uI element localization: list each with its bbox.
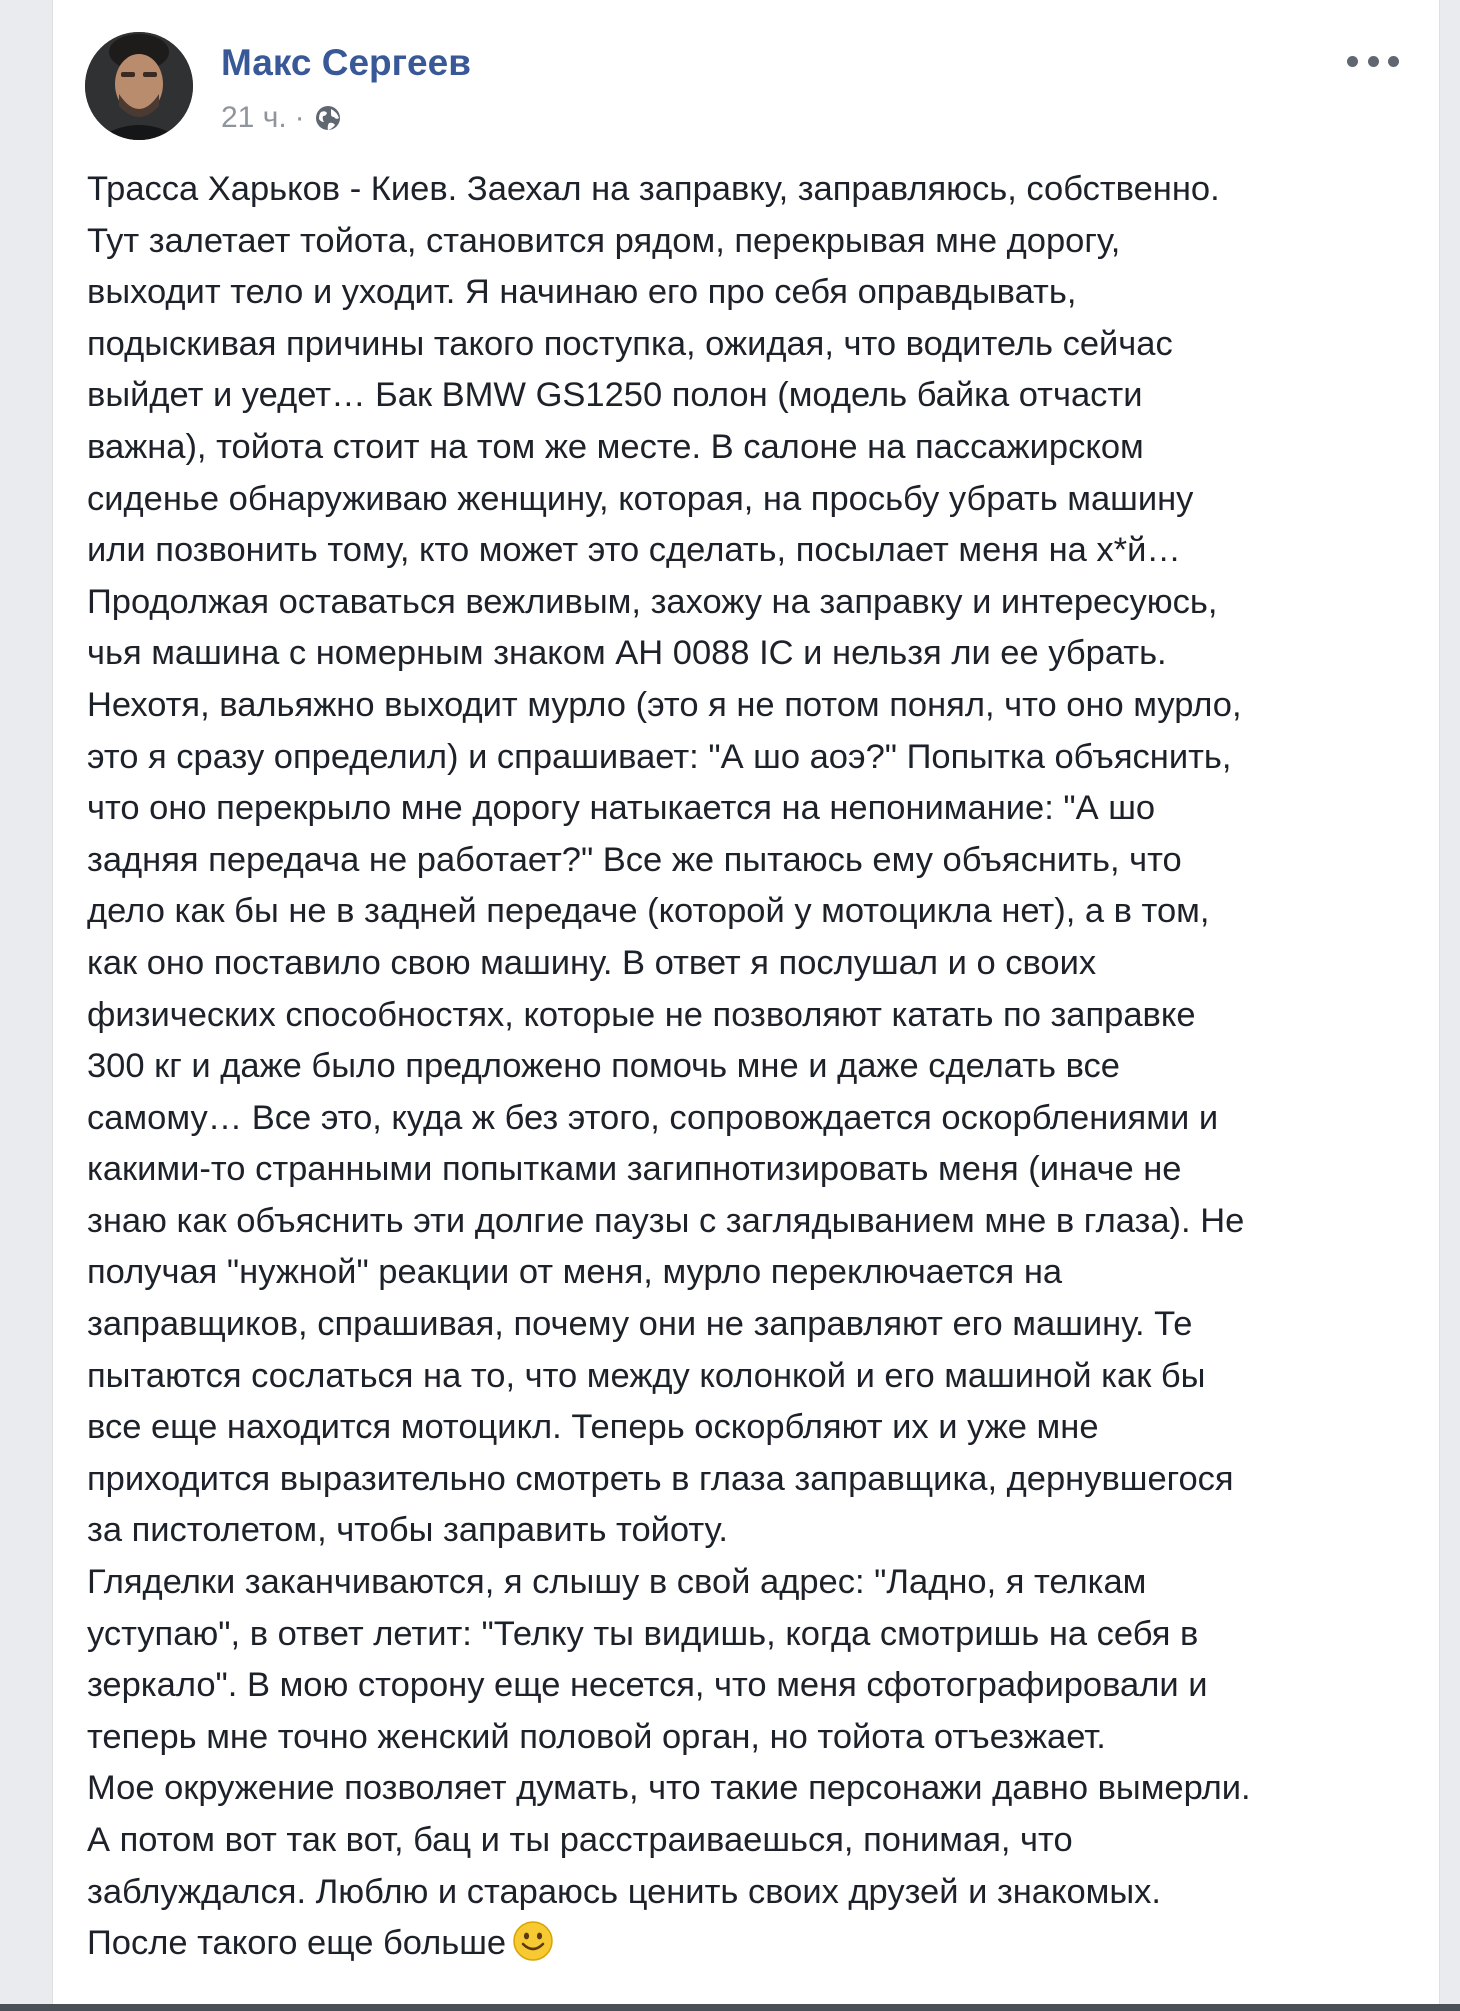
post-text-line: А потом вот так вот, бац и ты расстраиваешься, понимая, что	[87, 1821, 1073, 1859]
post-text-line: Тут залетает тойота, становится рядом, перекрывая мне дорогу,	[87, 221, 1121, 260]
post-text-line: важна), тойота стоит на том же месте. В салоне на пассажирском	[87, 427, 1144, 466]
post-time[interactable]: 21 ч.	[221, 101, 287, 134]
post-text-line: теперь мне точно женский половой орган, но тойота отъезжает.	[87, 1717, 1106, 1756]
post-text-line: что оно перекрыло мне дорогу натыкается на непонимание: "А шо	[87, 789, 1156, 828]
meta-separator: ·	[294, 101, 305, 134]
avatar-photo	[85, 32, 193, 140]
post-text-line: выйдет и уедет… Бак BMW GS1250 полон (модель байка отчасти	[87, 376, 1143, 415]
post-text-line: или позвонить тому, кто может это сделать, посылает меня на х*й…	[87, 531, 1181, 570]
post-text-line: заправщиков, спрашивая, почему они не заправляют его машину. Те	[87, 1305, 1193, 1344]
post-text-line: за пистолетом, чтобы заправить тойоту.	[87, 1511, 728, 1550]
post-text	[87, 164, 1417, 1970]
post-text-line: задняя передача не работает?" Все же пытаюсь ему объяснить, что	[87, 840, 1182, 879]
post-header	[85, 32, 1405, 142]
post-text-line: это я сразу определил) и спрашивает: "А шо аоэ?" Попытка объяснить,	[87, 737, 1232, 776]
post-text-line: дело как бы не в задней передаче (которой у мотоцикла нет), а в том,	[87, 892, 1210, 931]
post-text-line: уступаю", в ответ летит: "Телку ты видишь, когда смотришь на себя в	[87, 1614, 1199, 1653]
post-text-line: самому… Все это, куда ж без этого, сопровождается оскорблениями и	[87, 1098, 1219, 1137]
author-name[interactable]: Макс Сергеев	[221, 42, 471, 83]
more-horizontal-icon[interactable]	[1347, 46, 1399, 76]
post-text-line: Гляделки заканчиваются, я слышу в свой адрес: "Ладно, я телкам	[87, 1563, 1147, 1602]
avatar[interactable]	[85, 32, 193, 140]
post-card	[52, 0, 1440, 2008]
more-dot	[1368, 56, 1379, 67]
post-text-line: выходит тело и уходит. Я начинаю его про себя оправдывать,	[87, 273, 1077, 312]
post-text-line: физических способностях, которые не позволяют катать по заправке	[87, 995, 1196, 1034]
post-text-line: заблуждался. Люблю и стараюсь ценить своих друзей и знакомых.	[87, 1872, 1162, 1911]
more-dot	[1388, 56, 1399, 67]
post-text-line: чья машина с номерным знаком АН 0088 IC и нельзя ли ее убрать.	[87, 634, 1167, 673]
post-text-line: какими-то странными попытками загипнотизировать меня (иначе не	[87, 1150, 1182, 1189]
more-dot	[1347, 56, 1358, 67]
post-text-last-words: После такого еще больше	[87, 1924, 507, 1963]
smiley-icon	[512, 1920, 554, 1962]
post-text-line: Нехотя, вальяжно выходит мурло (это я не потом понял, что оно мурло,	[87, 685, 1242, 724]
post-text-line: Мое окружение позволяет думать, что такие персонажи давно вымерли.	[87, 1769, 1251, 1808]
post-text-line: знаю как объяснить эти долгие паузы с заглядыванием мне в глаза). Не	[87, 1201, 1245, 1240]
post-text-line: подыскивая причины такого поступка, ожидая, что водитель сейчас	[87, 324, 1173, 363]
bottom-bar	[0, 2004, 1460, 2011]
globe-icon[interactable]	[313, 103, 343, 133]
post-text-line: все еще находится мотоцикл. Теперь оскорбляют их и уже мне	[87, 1408, 1099, 1447]
post-text-line: как оно поставило свою машину. В ответ я послушал и о своих	[87, 943, 1097, 982]
post-text-line: зеркало". В мою сторону еще несется, что меня сфотографировали и	[87, 1666, 1208, 1705]
post-text-line: Трасса Харьков - Киев. Заехал на заправку, заправляюсь, собственно.	[87, 170, 1220, 208]
post-text-line: Продолжая оставаться вежливым, захожу на заправку и интересуюсь,	[87, 582, 1218, 621]
post-text-line: пытаются сослаться на то, что между колонкой и его машиной как бы	[87, 1356, 1206, 1395]
post-text-line-last	[87, 1918, 1417, 1970]
post-text-line: сиденье обнаруживаю женщину, которая, на просьбу убрать машину	[87, 479, 1194, 518]
post-text-line: приходится выразительно смотреть в глаза заправщика, дернувшегося	[87, 1459, 1234, 1498]
post-text-line: 300 кг и даже было предложено помочь мне и даже сделать все	[87, 1047, 1120, 1086]
post-meta	[221, 98, 343, 138]
post-text-line: получая "нужной" реакции от меня, мурло переключается на	[87, 1253, 1063, 1292]
